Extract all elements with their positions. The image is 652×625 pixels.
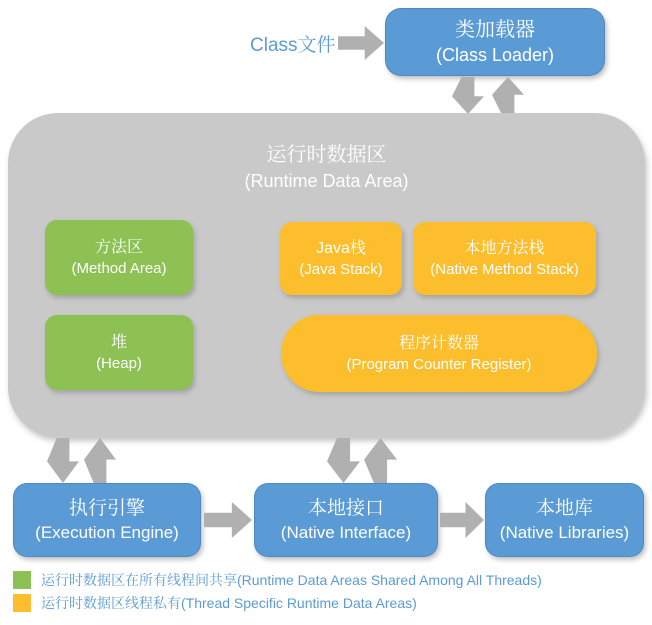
arrow-loader-to-runtime-icon: [452, 77, 484, 114]
legend-swatch-orange-icon: [13, 594, 31, 612]
heap-node: [45, 315, 193, 390]
runtime-title-zh: 运行时数据区: [266, 144, 387, 166]
arrow-runtime-to-loader-icon: [492, 77, 524, 114]
arrow-engine-to-interface-icon: [204, 502, 252, 538]
program-counter-node: [281, 315, 597, 392]
java-stack-label-zh: Java栈: [316, 239, 366, 257]
program-counter-label-zh: 程序计数器: [398, 334, 479, 352]
legend-label-shared: 运行时数据区在所有线程间共享(Runtime Data Areas Shared Among All Threads): [41, 572, 542, 588]
program-counter-label-en: (Program Counter Register): [346, 355, 532, 373]
native-libraries-node: [485, 483, 644, 557]
java-stack-node: [280, 222, 402, 295]
native-libraries-label-en: (Native Libraries): [499, 522, 630, 542]
arrow-classfile-to-loader-icon: [338, 26, 384, 60]
arrow-runtime-to-engine-icon: [47, 438, 79, 483]
method-area-node: [45, 220, 193, 295]
native-interface-label-en: (Native Interface): [280, 522, 412, 542]
method-area-label-zh: 方法区: [94, 238, 143, 256]
legend-label-private: 运行时数据区线程私有(Thread Specific Runtime Data Areas): [41, 595, 417, 611]
method-area-label-en: (Method Area): [71, 259, 167, 277]
native-interface-node: [254, 483, 438, 557]
native-libraries-label-zh: 本地库: [535, 498, 593, 520]
java-stack-label-en: (Java Stack): [299, 260, 383, 278]
execution-engine-node: [13, 483, 201, 557]
native-method-stack-node: [413, 222, 596, 295]
native-interface-label-zh: 本地接口: [307, 498, 384, 520]
native-method-stack-label-zh: 本地方法栈: [464, 239, 545, 257]
arrow-runtime-to-interface-icon: [327, 438, 360, 483]
runtime-data-area-title: [8, 140, 645, 193]
arrow-engine-to-runtime-icon: [84, 438, 116, 483]
legend-row-private: [13, 593, 417, 613]
execution-engine-label-en: (Execution Engine): [35, 522, 179, 542]
arrow-interface-to-runtime-icon: [364, 438, 397, 483]
class-file-label: Class文件: [250, 35, 336, 56]
native-method-stack-label-en: (Native Method Stack): [430, 260, 579, 278]
execution-engine-label-zh: 执行引擎: [68, 498, 145, 520]
legend-swatch-green-icon: [13, 571, 31, 589]
class-loader-node: [385, 8, 605, 76]
runtime-title-en: (Runtime Data Area): [244, 171, 409, 191]
class-loader-label-en: (Class Loader): [435, 44, 555, 65]
arrow-interface-to-libraries-icon: [440, 502, 484, 538]
legend-row-shared: [13, 570, 542, 590]
heap-label-zh: 堆: [110, 333, 127, 351]
heap-label-en: (Heap): [96, 354, 142, 372]
class-loader-label-zh: 类加载器: [455, 18, 535, 41]
